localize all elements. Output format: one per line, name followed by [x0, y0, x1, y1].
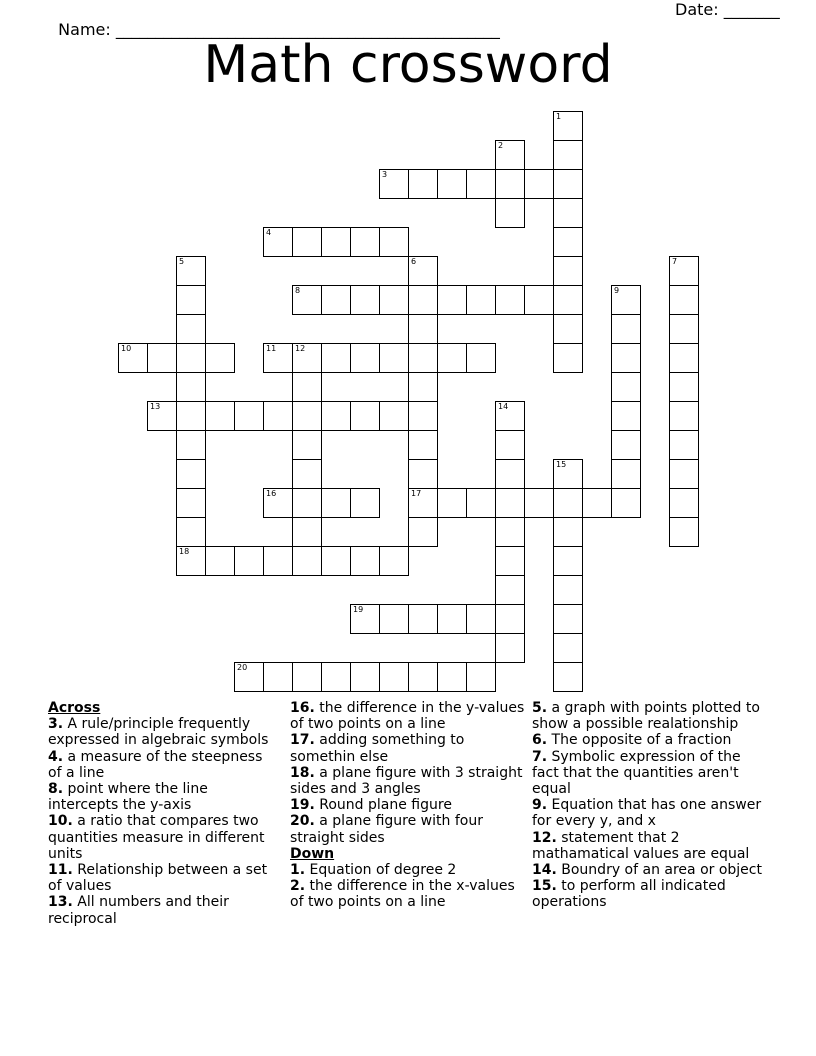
down-clue [532, 700, 764, 732]
crossword-cell[interactable] [611, 285, 641, 315]
crossword-cell[interactable] [669, 372, 699, 402]
down-clue [532, 749, 764, 798]
crossword-cell[interactable] [553, 314, 583, 344]
down-clue [532, 732, 764, 748]
crossword-cell[interactable] [408, 256, 438, 286]
crossword-cell[interactable] [553, 517, 583, 547]
crossword-cell[interactable] [466, 488, 496, 518]
crossword-cell[interactable] [321, 227, 351, 257]
crossword-cell[interactable] [379, 604, 409, 634]
clue-text: The opposite of a fraction [547, 732, 732, 749]
crossword-cell[interactable] [321, 662, 351, 692]
crossword-cell[interactable] [292, 401, 322, 431]
crossword-cell[interactable] [553, 169, 583, 199]
clues-section [0, 700, 816, 960]
crossword-cell[interactable] [495, 488, 525, 518]
crossword-cell[interactable] [495, 517, 525, 547]
crossword-cell[interactable] [292, 546, 322, 576]
crossword-cell[interactable] [669, 430, 699, 460]
cell-number: 18 [179, 547, 190, 556]
clues-column-2 [290, 700, 526, 911]
crossword-cell[interactable] [669, 459, 699, 489]
crossword-cell[interactable] [321, 401, 351, 431]
clues-column-3 [532, 700, 764, 911]
clue-number: 13. [48, 894, 73, 911]
crossword-cell[interactable] [408, 430, 438, 460]
clue-text: Equation that has one answer for every y, and x [532, 797, 762, 830]
crossword-cell[interactable] [147, 401, 177, 431]
crossword-cell[interactable] [553, 256, 583, 286]
crossword-cell[interactable] [408, 343, 438, 373]
clue-text: Symbolic expression of the fact that the quantities aren't equal [532, 748, 741, 798]
cell-number: 19 [353, 605, 364, 614]
crossword-cell[interactable] [669, 285, 699, 315]
cell-number: 10 [121, 344, 132, 353]
across-clue [290, 813, 526, 845]
crossword-cell[interactable] [408, 401, 438, 431]
cell-number: 15 [556, 460, 567, 469]
across-clue [48, 781, 280, 813]
clue-text: a ratio that compares two quantities measure in different units [48, 813, 265, 862]
crossword-cell[interactable] [611, 372, 641, 402]
crossword-cell[interactable] [495, 459, 525, 489]
clue-text: the difference in the y-values of two points on a line [290, 700, 525, 733]
crossword-cell[interactable] [176, 401, 206, 431]
clue-number: 9. [532, 797, 548, 814]
crossword-cell[interactable] [553, 633, 583, 663]
crossword-cell[interactable] [437, 343, 467, 373]
across-clue [48, 813, 280, 862]
clue-text: a plane figure with 3 straight sides and 3 angles [290, 764, 523, 798]
crossword-cell[interactable] [176, 256, 206, 286]
clue-text: the difference in the x-values of two points on a line [290, 878, 515, 911]
clue-text: Equation of degree 2 [305, 862, 457, 879]
crossword-cell[interactable] [495, 401, 525, 431]
clue-text: statement that 2 mathamatical values are equal [532, 829, 750, 862]
date-field-label[interactable]: Date: _______ [675, 0, 780, 19]
crossword-cell[interactable] [466, 343, 496, 373]
clue-text: Round plane figure [314, 797, 452, 814]
crossword-cell[interactable] [437, 488, 467, 518]
cell-number: 20 [237, 663, 248, 672]
cell-number: 2 [498, 141, 504, 150]
crossword-cell[interactable] [495, 633, 525, 663]
crossword-cell[interactable] [234, 546, 264, 576]
down-clue [290, 862, 526, 878]
cell-number: 1 [556, 112, 562, 121]
crossword-cell[interactable] [350, 546, 380, 576]
clue-number: 8. [48, 781, 64, 798]
crossword-cell[interactable] [379, 169, 409, 199]
cell-number: 14 [498, 402, 509, 411]
cell-number: 4 [266, 228, 272, 237]
crossword-cell[interactable] [553, 575, 583, 605]
crossword-cell[interactable] [263, 546, 293, 576]
crossword-cell[interactable] [611, 401, 641, 431]
crossword-cell[interactable] [292, 430, 322, 460]
across-clue [48, 716, 280, 748]
crossword-cell[interactable] [466, 169, 496, 199]
across-clue [290, 797, 526, 813]
crossword-cell[interactable] [611, 343, 641, 373]
crossword-cell[interactable] [379, 227, 409, 257]
clue-number: 2. [290, 878, 306, 895]
crossword-cell[interactable] [553, 343, 583, 373]
crossword-cell[interactable] [350, 285, 380, 315]
crossword-cell[interactable] [408, 662, 438, 692]
crossword-cell[interactable] [321, 546, 351, 576]
across-clue [48, 894, 280, 926]
crossword-cell[interactable] [292, 372, 322, 402]
down-clue [532, 862, 764, 878]
clue-text: point where the line intercepts the y-axis [48, 781, 208, 814]
clue-text: All numbers and their reciprocal [48, 894, 229, 927]
crossword-cell[interactable] [350, 662, 380, 692]
across-clue [290, 700, 526, 732]
crossword-cell[interactable] [408, 314, 438, 344]
clue-number: 15. [532, 878, 557, 895]
crossword-cell[interactable] [379, 546, 409, 576]
cell-number: 8 [295, 286, 301, 295]
crossword-cell[interactable] [205, 546, 235, 576]
crossword-cell[interactable] [379, 401, 409, 431]
crossword-cell[interactable] [292, 517, 322, 547]
crossword-cell[interactable] [466, 604, 496, 634]
crossword-cell[interactable] [553, 488, 583, 518]
crossword-cell[interactable] [611, 459, 641, 489]
crossword-cell[interactable] [495, 285, 525, 315]
crossword-cell[interactable] [669, 314, 699, 344]
crossword-cell[interactable] [118, 343, 148, 373]
clue-number: 19. [290, 797, 315, 814]
clue-number: 10. [48, 813, 73, 830]
crossword-cell[interactable] [176, 546, 206, 576]
crossword-cell[interactable] [263, 401, 293, 431]
clue-number: 12. [532, 829, 557, 846]
clue-text: Relationship between a set of values [48, 862, 268, 895]
crossword-cell[interactable] [553, 198, 583, 228]
crossword-cell[interactable] [669, 343, 699, 373]
crossword-cell[interactable] [408, 372, 438, 402]
crossword-cell[interactable] [350, 488, 380, 518]
crossword-cell[interactable] [292, 227, 322, 257]
crossword-cell[interactable] [553, 285, 583, 315]
crossword-cell[interactable] [611, 430, 641, 460]
name-field-label[interactable]: Name: ________________________________________________ [58, 20, 500, 39]
crossword-cell[interactable] [408, 285, 438, 315]
crossword-cell[interactable] [263, 227, 293, 257]
crossword-cell[interactable] [553, 604, 583, 634]
crossword-cell[interactable] [234, 662, 264, 692]
crossword-cell[interactable] [292, 343, 322, 373]
across-heading: Across [48, 700, 101, 716]
crossword-cell[interactable] [437, 604, 467, 634]
crossword-cell[interactable] [176, 459, 206, 489]
clue-number: 5. [532, 700, 548, 716]
crossword-cell[interactable] [408, 488, 438, 518]
crossword-cell[interactable] [466, 285, 496, 315]
crossword-cell[interactable] [466, 662, 496, 692]
down-clue [532, 878, 764, 910]
clue-text: a graph with points plotted to show a possible realationship [532, 700, 760, 733]
crossword-cell[interactable] [408, 169, 438, 199]
crossword-cell[interactable] [292, 488, 322, 518]
crossword-cell[interactable] [292, 662, 322, 692]
clue-number: 20. [290, 813, 315, 830]
crossword-cell[interactable] [379, 662, 409, 692]
crossword-cell[interactable] [321, 488, 351, 518]
crossword-cell[interactable] [263, 488, 293, 518]
clue-number: 18. [290, 764, 315, 781]
crossword-cell[interactable] [495, 430, 525, 460]
crossword-cell[interactable] [379, 343, 409, 373]
cell-number: 9 [614, 286, 620, 295]
cell-number: 12 [295, 344, 306, 353]
clue-number: 17. [290, 732, 315, 749]
crossword-cell[interactable] [176, 430, 206, 460]
across-clue [290, 732, 526, 764]
clue-text: a plane figure with four straight sides [290, 813, 483, 846]
crossword-cell[interactable] [408, 604, 438, 634]
clue-text: to perform all indicated operations [532, 878, 726, 911]
crossword-cell[interactable] [176, 517, 206, 547]
crossword-cell[interactable] [669, 256, 699, 286]
crossword-cell[interactable] [669, 401, 699, 431]
crossword-cell[interactable] [553, 140, 583, 170]
crossword-cell[interactable] [611, 314, 641, 344]
across-clue [48, 749, 280, 781]
crossword-cell[interactable] [553, 662, 583, 692]
crossword-cell[interactable] [553, 111, 583, 141]
crossword-cell[interactable] [350, 604, 380, 634]
cell-number: 11 [266, 344, 277, 353]
clue-text: Boundry of an area or object [556, 862, 762, 879]
cell-number: 7 [672, 257, 678, 266]
crossword-cell[interactable] [321, 285, 351, 315]
crossword-cell[interactable] [176, 285, 206, 315]
crossword-cell[interactable] [495, 575, 525, 605]
crossword-cell[interactable] [495, 546, 525, 576]
crossword-cell[interactable] [553, 546, 583, 576]
down-heading: Down [290, 845, 335, 862]
crossword-cell[interactable] [350, 343, 380, 373]
down-clue [532, 830, 764, 862]
crossword-cell[interactable] [495, 198, 525, 228]
crossword-cell[interactable] [321, 343, 351, 373]
clue-number: 7. [532, 748, 548, 765]
crossword-cell[interactable] [292, 285, 322, 315]
crossword-cell[interactable] [495, 604, 525, 634]
crossword-cell[interactable] [176, 372, 206, 402]
crossword-cell[interactable] [524, 488, 554, 518]
clue-number: 16. [290, 700, 315, 716]
cell-number: 6 [411, 257, 417, 266]
clue-number: 6. [532, 732, 548, 749]
crossword-cell[interactable] [408, 459, 438, 489]
clue-text: adding something to somethin else [290, 732, 465, 765]
crossword-cell[interactable] [524, 285, 554, 315]
crossword-cell[interactable] [176, 343, 206, 373]
crossword-cell[interactable] [553, 227, 583, 257]
cell-number: 13 [150, 402, 161, 411]
crossword-cell[interactable] [495, 140, 525, 170]
crossword-cell[interactable] [495, 169, 525, 199]
cell-number: 17 [411, 489, 422, 498]
clue-number: 1. [290, 862, 306, 879]
crossword-cell[interactable] [437, 169, 467, 199]
crossword-cell[interactable] [205, 401, 235, 431]
clue-number: 14. [532, 862, 557, 879]
clue-text: a measure of the steepness of a line [48, 748, 263, 781]
crossword-cell[interactable] [379, 285, 409, 315]
crossword-cell[interactable] [582, 488, 612, 518]
crossword-cell[interactable] [147, 343, 177, 373]
cell-number: 16 [266, 489, 277, 498]
clue-number: 3. [48, 716, 64, 733]
cell-number: 3 [382, 170, 388, 179]
crossword-cell[interactable] [553, 459, 583, 489]
crossword-cell[interactable] [669, 517, 699, 547]
crossword-cell[interactable] [437, 285, 467, 315]
cell-number: 5 [179, 257, 185, 266]
crossword-cell[interactable] [263, 343, 293, 373]
clue-number: 4. [48, 748, 64, 765]
crossword-cell[interactable] [524, 169, 554, 199]
page-title: Math crossword [203, 35, 613, 95]
clues-column-1 [48, 700, 280, 927]
across-clue [48, 862, 280, 894]
crossword-cell[interactable] [611, 488, 641, 518]
clue-text: A rule/principle frequently expressed in algebraic symbols [48, 716, 269, 749]
crossword-cell[interactable] [292, 459, 322, 489]
crossword-cell[interactable] [350, 227, 380, 257]
crossword-cell[interactable] [205, 343, 235, 373]
crossword-cell[interactable] [263, 662, 293, 692]
crossword-cell[interactable] [234, 401, 264, 431]
down-clue [532, 797, 764, 829]
crossword-cell[interactable] [669, 488, 699, 518]
down-clue [290, 878, 526, 910]
crossword-cell[interactable] [350, 401, 380, 431]
clue-number: 11. [48, 862, 73, 879]
across-clue [290, 765, 526, 797]
crossword-cell[interactable] [437, 662, 467, 692]
crossword-cell[interactable] [408, 517, 438, 547]
crossword-cell[interactable] [176, 488, 206, 518]
crossword-cell[interactable] [176, 314, 206, 344]
